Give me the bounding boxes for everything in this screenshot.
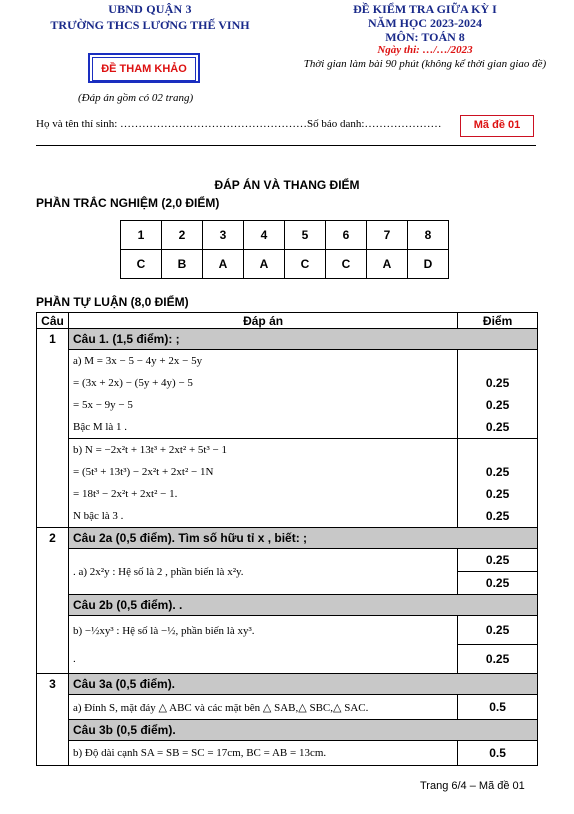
q3a-heading: Câu 3a (0,5 điểm). <box>68 674 537 695</box>
essay-section-title: PHẦN TỰ LUẬN (8,0 ĐIỂM) <box>36 295 189 309</box>
table-row <box>37 741 538 766</box>
mc-number: 5 <box>285 221 326 250</box>
point-value <box>462 439 533 461</box>
mc-number: 7 <box>367 221 408 250</box>
mc-number: 8 <box>408 221 449 250</box>
essay-answer-table <box>36 312 538 766</box>
mc-answer: C <box>121 250 162 279</box>
table-row <box>37 549 538 595</box>
col-question: Câu <box>37 313 69 329</box>
point-value <box>462 350 533 372</box>
mc-number: 6 <box>326 221 367 250</box>
mc-section-title: PHẦN TRẮC NGHIỆM (2,0 ĐIỂM) <box>36 196 220 210</box>
table-row <box>37 350 538 439</box>
point-value: 0.25 <box>485 509 510 523</box>
answer-line: = 5x − 9y − 5 <box>72 399 133 411</box>
mc-answer: A <box>203 250 244 279</box>
school-year: NĂM HỌC 2023-2024 <box>368 16 482 30</box>
point-value: 0.25 <box>485 398 510 412</box>
q2a-heading: Câu 2a (0,5 điểm). Tìm số hữu tỉ x , biết: ; <box>68 528 537 549</box>
table-row <box>37 528 538 549</box>
q2a-points <box>458 549 538 595</box>
mc-number: 1 <box>121 221 162 250</box>
point-value: 0.25 <box>485 420 510 434</box>
point-value: 0.25 <box>485 465 510 479</box>
answer-line: b) −½xy³ : Hệ số là −½, phần biến là xy³. <box>72 624 255 637</box>
point-value: 0.25 <box>485 553 510 567</box>
mc-answer: C <box>326 250 367 279</box>
point-value: 0.25 <box>458 644 537 673</box>
mc-answer: C <box>285 250 326 279</box>
q2b-points <box>458 616 538 674</box>
q1a-points <box>458 350 538 439</box>
q3b-answer: b) Độ dài cạnh SA = SB = SC = 17cm, BC = AB = 13cm. <box>68 741 457 766</box>
q1a-answer <box>68 350 457 439</box>
answer-line: Bậc M là 1 . <box>72 421 128 433</box>
mc-number: 3 <box>203 221 244 250</box>
mc-answer-row <box>121 250 449 279</box>
q1-heading: Câu 1. (1,5 điểm): ; <box>68 329 537 350</box>
school-name: TRƯỜNG THCS LƯƠNG THẾ VINH <box>50 18 250 32</box>
exam-date: Ngày thi: …/…/2023 <box>377 44 473 56</box>
header-divider <box>36 145 536 146</box>
page-footer: Trang 6/4 – Mã đề 01 <box>420 780 525 792</box>
point-value: 0.25 <box>485 623 510 637</box>
org-name: UBND QUẬN 3 <box>108 2 192 16</box>
mc-answer: D <box>408 250 449 279</box>
point-value: 0.25 <box>458 571 537 594</box>
table-row <box>37 329 538 350</box>
q3b-heading: Câu 3b (0,5 điểm). <box>68 720 537 741</box>
page-title: ĐÁP ÁN VÀ THANG ĐIỂM <box>214 178 360 192</box>
mc-answer-table <box>120 220 449 279</box>
exam-code-badge: Mã đề 01 <box>460 115 534 137</box>
answer-line: . <box>72 652 76 665</box>
mc-number-row <box>121 221 449 250</box>
table-row <box>37 674 538 695</box>
question-number: 3 <box>37 674 69 766</box>
q3a-answer: a) Đỉnh S, mặt đáy △ ABC và các mặt bên △ SAB,△ SBC,△ SAC. <box>68 695 457 720</box>
reference-badge <box>88 53 200 83</box>
col-points: Điểm <box>458 313 538 329</box>
q3b-points: 0.5 <box>458 741 538 766</box>
reference-label: ĐỀ THAM KHẢO <box>92 57 196 81</box>
col-answer: Đáp án <box>68 313 457 329</box>
pages-note: (Đáp án gồm có 02 trang) <box>78 92 194 104</box>
subject: MÔN: TOÁN 8 <box>385 30 465 44</box>
mc-number: 2 <box>162 221 203 250</box>
answer-line: N bậc là 3 . <box>72 510 124 522</box>
point-value: 0.25 <box>485 487 510 501</box>
question-number: 2 <box>37 528 69 674</box>
mc-answer: B <box>162 250 203 279</box>
q2b-heading: Câu 2b (0,5 điểm). . <box>68 595 537 616</box>
q2b-answer <box>68 616 457 674</box>
exam-duration: Thời gian làm bài 90 phút (không kể thời gian giao đề) <box>303 58 547 70</box>
question-number: 1 <box>37 329 69 528</box>
answer-line: = 18t³ − 2x²t + 2xt² − 1. <box>72 488 178 500</box>
answer-line: = (3x + 2x) − (5y + 4y) − 5 <box>72 377 193 389</box>
q1b-points <box>458 439 538 528</box>
student-info-line: Họ và tên thí sinh: ……………………………………………Số báo danh:………………… <box>36 118 442 130</box>
mc-answer: A <box>244 250 285 279</box>
table-row <box>37 439 538 528</box>
table-row <box>37 616 538 674</box>
table-row <box>37 695 538 720</box>
answer-line: a) M = 3x − 5 − 4y + 2x − 5y <box>72 355 203 367</box>
answer-line: b) N = −2x²t + 13t³ + 2xt² + 5t³ − 1 <box>72 444 227 456</box>
table-row <box>37 720 538 741</box>
table-header-row <box>37 313 538 329</box>
answer-line: = (5t³ + 13t³) − 2x²t + 2xt² − 1N <box>72 466 214 478</box>
q2a-answer: . a) 2x²y : Hệ số là 2 , phần biến là x²y. <box>68 549 457 595</box>
q1b-answer <box>68 439 457 528</box>
point-value: 0.25 <box>485 376 510 390</box>
exam-title: ĐỀ KIỂM TRA GIỮA KỲ I <box>353 2 497 16</box>
mc-number: 4 <box>244 221 285 250</box>
header-left <box>30 0 270 33</box>
header-right <box>290 0 560 71</box>
table-row <box>37 595 538 616</box>
mc-answer: A <box>367 250 408 279</box>
q3a-points: 0.5 <box>458 695 538 720</box>
